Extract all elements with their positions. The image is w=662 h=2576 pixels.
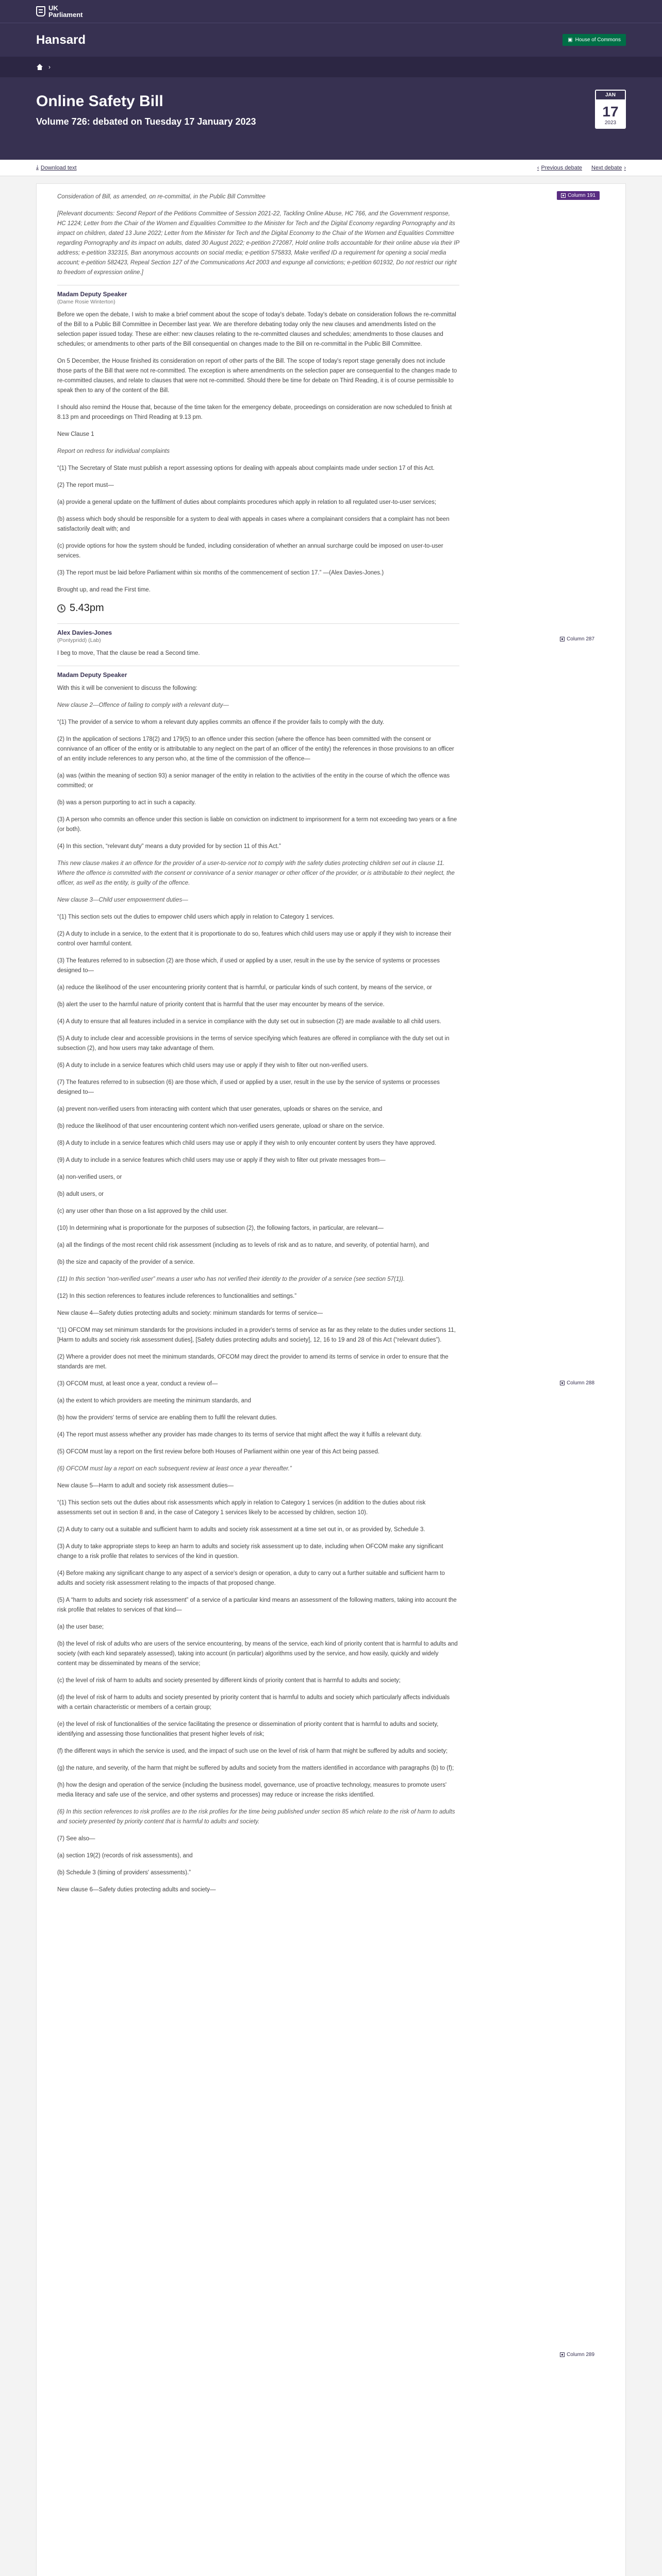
speech-paragraph: (3) A person who commits an offence under this section is liable on conviction on indictment to imprisonment for a term not exceeding two years or a fine (or both). (57, 817, 457, 833)
intro-section (57, 192, 459, 278)
speech-paragraph: This new clause makes it an offence for the provider of a user-to-service not to comply with the safety duties protecting children set out in clause 11. Where the offence is committed with the consent or connivance of a senior manager or other officer of the provider, or is attributable to their neglect, the officer, as well as the entity, is guilty of the offence. (57, 860, 455, 886)
speech-paragraph: (a) all the findings of the most recent child risk assessment (including as to levels of risk and as to nature, and severity, of potential harm), and (57, 1242, 429, 1248)
speech-paragraph: Brought up, and read the First time. (57, 587, 151, 593)
speech-paragraph: (a) prevent non-verified users from interacting with content which that user generates, uploads or shares on the service, and (57, 1106, 383, 1112)
speech-paragraph: (2) The report must— (57, 482, 114, 488)
chevron-right-icon: › (624, 164, 626, 171)
speech-paragraph: I should also remind the House that, because of the time taken for the emergency debate, proceedings on consideration are now scheduled to finish at 8.13 pm and proceedings on Third Reading at 9.13 pm. (57, 404, 452, 420)
speech-paragraph: (b) the size and capacity of the provider of a service. (57, 1259, 195, 1265)
speaker-name[interactable]: Alex Davies-Jones (57, 629, 112, 636)
page-subtitle: Volume 726: debated on Tuesday 17 January 2023 (36, 116, 256, 127)
speech-paragraph: With this it will be convenient to discuss the following: (57, 685, 197, 691)
new-clause-1 (57, 430, 459, 595)
column-icon (560, 1381, 565, 1385)
speech-paragraph: (a) section 19(2) (records of risk assessments), and (57, 1853, 193, 1859)
speech-paragraph: (b) adult users, or (57, 1191, 104, 1197)
speech-paragraph: (4) Before making any significant change to any aspect of a service's design or operation, a duty to carry out a further suitable and sufficient harm to adults and society risk assessment relating to the impacts of that proposed change. (57, 1570, 445, 1586)
top-bar (0, 0, 662, 23)
time-stamp: 5.43pm (57, 602, 459, 614)
page-title: Online Safety Bill (36, 93, 163, 110)
column-icon (560, 637, 565, 641)
speech-paragraph: (9) A duty to include in a service features which child users may use or apply if they wish to filter out private messages from— (57, 1157, 386, 1163)
column-marker[interactable]: Column 289 (560, 2352, 594, 2358)
speech-paragraph: (3) The report must be laid before Parliament within six months of the commencement of section 17.” —(Alex Davies-Jones.) (57, 570, 384, 576)
speech-paragraph: (7) See also— (57, 1836, 95, 1842)
column-marker[interactable]: Column 287 (560, 636, 594, 642)
speech-paragraph: (4) The report must assess whether any provider has made changes to its terms of service that might affect the way it fulfils a relevant duty. (57, 1432, 422, 1438)
download-icon: ⤓ (36, 164, 39, 171)
speaker-name[interactable]: Madam Deputy Speaker (57, 671, 127, 679)
speech-paragraph: (b) was a person purporting to act in such a capacity. (57, 800, 196, 806)
speech-paragraph: (7) The features referred to in subsection (6) are those which, if used or applied by a user, result in the use by the service of systems or processes designed to— (57, 1079, 440, 1095)
home-icon[interactable] (36, 64, 43, 70)
speaker-heading (57, 285, 459, 305)
speech-paragraph: (d) the level of risk of harm to adults and society presented by priority content that is harmful to adults and society which particularly affects individuals with a certain characteristic or members of a certain group; (57, 1694, 450, 1710)
column-icon (560, 2352, 565, 2357)
speech-paragraph: (b) reduce the likelihood of that user encountering content which non-verified users generate, upload or share on the service. (57, 1123, 385, 1129)
speech-paragraph: (11) In this section “non-verified user” means a user who has not verified their identity to the provider of a service (see section 57(1)). (57, 1276, 405, 1282)
speech-paragraph: “(1) The provider of a service to whom a relevant duty applies commits an offence if the provider fails to comply with the duty. (57, 719, 385, 725)
speech-paragraph: (3) OFCOM must, at least once a year, conduct a review of— (57, 1381, 218, 1387)
speech-paragraph: New clause 6—Safety duties protecting adults and society— (57, 1887, 216, 1893)
next-debate-link[interactable]: Next debate › (591, 164, 626, 171)
speech-paragraph: (h) how the design and operation of the service (including the business model, governance, use of proactive technology, measures to promote users' media literacy and safe use of the service, and other systems and processes) may reduce or increase the risks identified. (57, 1782, 447, 1798)
speech-paragraph: New Clause 1 (57, 431, 94, 437)
speech-paragraph: (c) any user other than those on a list approved by the child user. (57, 1208, 228, 1214)
speaker-heading (57, 666, 459, 679)
speech-paragraph: (b) Schedule 3 (timing of providers' assessments).” (57, 1870, 191, 1876)
debate-toolbar (0, 160, 662, 176)
uk-parliament-logo[interactable] (36, 5, 82, 18)
speech-paragraph: (a) was (within the meaning of section 93) a senior manager of the entity in relation to the activities of the entity in the course of which the offence was committed; or (57, 773, 450, 789)
portcullis-small-icon: ▣ (568, 37, 573, 43)
speech-paragraph: (b) alert the user to the harmful nature of priority content that is harmful that the user may encounter by means of the service. (57, 1002, 385, 1008)
speech-paragraph: I beg to move, That the clause be read a Second time. (57, 650, 200, 656)
speech-paragraph: (b) the level of risk of adults who are users of the service encountering, by means of the service, each kind of priority content that is harmful to adults and society (with each kind separately assessed), taking into account (in particular) algorithms used by the service, and how easily, quickly and widely content may be disseminated by means of the service; (57, 1641, 458, 1667)
house-badge: ▣ House of Commons (562, 34, 626, 46)
speech-paragraph: New clause 5—Harm to adult and society risk assessment duties— (57, 1483, 234, 1489)
breadcrumb (0, 57, 662, 77)
clock-icon (57, 604, 65, 613)
speaker-role: (Dame Rosie Winterton) (57, 299, 115, 305)
speech-paragraph: (8) A duty to include in a service features which child users may use or apply if they wish to only encounter content by users they have approved. (57, 1140, 437, 1146)
speech-paragraph: (a) reduce the likelihood of the user encountering priority content that is harmful, or particular kinds of such content, by means of the service, or (57, 985, 432, 991)
speech-paragraph: (2) A duty to carry out a suitable and sufficient harm to adults and society risk assessment at a time set out in, or as provided by, Schedule 3. (57, 1527, 425, 1533)
debate-header (0, 77, 662, 160)
chevron-left-icon: ‹ (537, 164, 539, 171)
speech-paragraph: (12) In this section references to features include references to functionalities and settings.” (57, 1293, 297, 1299)
speech-paragraph: (3) A duty to take appropriate steps to keep an harm to adults and society risk assessment up to date, including when OFCOM make any significant change to a risk profile that relates to services of the kind in question. (57, 1544, 443, 1560)
chevron-right-icon: › (48, 63, 51, 71)
speech-paragraph: Before we open the debate, I wish to make a brief comment about the scope of today's debate. Today's debate on consideration follows the re-committal of the Bill to a Public Bill Committee in December last year. We are therefore debating today only the new clauses and amendments listed on the selection paper issued today. These are either: new clauses relating to the re-committed clauses and schedules; amendments to those clauses and schedules; or amendments to other parts of the Bill consequential on changes made to the Bill on re-committal in the Public Bill Committee. (57, 312, 456, 347)
portcullis-icon (36, 6, 45, 16)
speech-paragraph: (a) provide a general update on the fulfilment of duties about complaints procedures which apply in relation to all regulated user-to-user services; (57, 499, 437, 505)
speech-paragraph: “(1) The Secretary of State must publish a report assessing options for dealing with appeals about complaints made under section 17 of this Act. (57, 465, 435, 471)
download-text-link[interactable]: ⤓ Download text (36, 164, 77, 171)
speech-paragraph: (3) The features referred to in subsection (2) are those which, if used or applied by a user, result in the use by the service of systems or processes designed to— (57, 958, 440, 974)
speech-paragraph: (5) A “harm to adults and society risk assessment” of a service of a particular kind means an assessment of the following matters, taking into account the risk profile that relates to services of that kind— (57, 1597, 457, 1613)
speech-paragraph: “(1) This section sets out the duties about risk assessments which apply in relation to Category 1 services (in addition to the duties about risk assessments set out in section 8 and, in the case of Category 1 services likely to be accessed by children, section 10). (57, 1500, 426, 1516)
speech-paragraph: (2) Where a provider does not meet the minimum standards, OFCOM may direct the provider to amend its terms of service in order to ensure that the standards are met. (57, 1354, 449, 1370)
speaker-name[interactable]: Madam Deputy Speaker (57, 291, 127, 298)
debate-content (36, 183, 626, 2576)
speech-paragraph: (6) A duty to include in a service features which child users may use or apply if they wish to filter out non-verified users. (57, 1062, 369, 1069)
date-year: 2023 (604, 120, 617, 126)
speaker-role: (Pontypridd) (Lab) (57, 637, 101, 643)
speech-paragraph: (5) OFCOM must lay a report on the first review before both Houses of Parliament within one year of this Act being passed. (57, 1449, 380, 1455)
speech-paragraph: (c) the level of risk of harm to adults and society presented by different kinds of priority content that is harmful to adults and society; (57, 1677, 401, 1684)
speech-paragraph: [Relevant documents: Second Report of the Petitions Committee of Session 2021-22, Tackling Online Abuse, HC 766, and the Government response, HC 1224; Letter from the Chair of the Women and Equalities Committee to the Minister for Tech and the Digital Economy regarding Pornography and its impact on children, dated 13 June 2022; Letter from the Minister for Tech and the Digital Economy to the Chair of the Women and Equalities Committee regarding Pornography and its impact on adults, dated 30 August 2022; e-petition 272087, Hold online trolls accountable for their online abuse via their IP address; e-petition 332315, Ban anonymous accounts on social media; e-petition 575833, Make verified ID a requirement for opening a social media account; e-petition 582423, Repeal Section 127 of the Communications Act 2003 and expunge all convictions; e-petition 601932, Do not restrict our right to freedom of expression online.] (57, 211, 459, 276)
date-month: JAN (595, 90, 626, 100)
date-card (595, 90, 626, 129)
speech-paragraph: (4) In this section, “relevant duty” means a duty provided for by section 11 of this Act.” (57, 843, 281, 850)
speech-paragraph: “(1) This section sets out the duties to empower child users which apply in relation to Category 1 services. (57, 914, 335, 920)
speech-paragraph: “(1) OFCOM may set minimum standards for the provisions included in a provider's terms of service as far as they relate to the duties under sections 11, [Harm to adults and society risk assessment duties], [Safety duties protecting adults and society], 12, 16 to 19 and 28 of this Act (“relevant duties”). (57, 1327, 456, 1343)
speech-paragraph: (2) In the application of sections 178(2) and 179(5) to an offence under this section (where the offence has been committed with the consent or connivance of an officer of the entity or is attributable to any neglect on the part of an officer of the entity) the references in those provisions to an officer of an entity include references to any person who, at the time of the commission of the offence— (57, 736, 454, 762)
speech-paragraph: Report on redress for individual complaints (57, 448, 170, 454)
hansard-title[interactable]: Hansard (36, 32, 86, 47)
date-day: 17 (602, 104, 619, 120)
previous-debate-link[interactable]: ‹ Previous debate (537, 164, 582, 171)
speech-paragraph: (2) A duty to include in a service, to the extent that it is proportionate to do so, features which child users may use or apply if they wish to increase their control over harmful content. (57, 931, 452, 947)
speaker-heading (57, 623, 459, 643)
speech-paragraph: (f) the different ways in which the service is used, and the impact of such use on the level of risk of harm that might be suffered by adults and society; (57, 1748, 448, 1754)
speech-paragraph: New clause 3—Child user empowerment duties— (57, 897, 188, 903)
speech-paragraph: (a) the user base; (57, 1624, 104, 1630)
speech-paragraph: (e) the level of risk of functionalities of the service facilitating the presence or dissemination of priority content that is harmful to adults and society, identifying and assessing those functionalities that present higher levels of risk; (57, 1721, 439, 1737)
column-icon (561, 193, 566, 198)
speech-paragraph: (b) how the providers' terms of service are enabling them to fulfil the relevant duties. (57, 1415, 277, 1421)
logo-text: UK Parliament (48, 4, 83, 19)
speech-paragraph: (a) non-verified users, or (57, 1174, 122, 1180)
speech-deputy (57, 310, 459, 422)
speech-paragraph: (g) the nature, and severity, of the harm that might be suffered by adults and society from the matters identified in accordance with paragraphs (b) to (f); (57, 1765, 454, 1771)
column-marker[interactable]: Column 191 (557, 191, 600, 200)
debate-body (57, 184, 459, 1895)
speech-paragraph: New clause 4—Safety duties protecting adults and society: minimum standards for terms of service— (57, 1310, 323, 1316)
speech-deputy-2 (57, 684, 459, 1895)
speech-paragraph: (5) A duty to include clear and accessible provisions in the terms of service specifying which features are offered in compliance with the duty set out in subsection (2), and how users may take advantage of them. (57, 1036, 450, 1052)
speech-paragraph: New clause 2—Offence of failing to comply with a relevant duty— (57, 702, 229, 708)
speech-paragraph: (b) assess which body should be responsible for a system to deal with appeals in cases where a complainant considers that a complaint has not been satisfactorily dealt with; and (57, 516, 450, 532)
speech-paragraph: On 5 December, the House finished its consideration on report of other parts of the Bill. The scope of today's report stage generally does not include those parts of the Bill that were not re-committed. The exception is where amendments on the selection paper are consequential to the changes made to re-committed clauses, and relate to clauses that were not re-committed. Should there be time for debate on Third Reading, it is of course permissible to speak then to any of the content of the Bill. (57, 358, 457, 394)
speech-paragraph: Consideration of Bill, as amended, on re-committal, in the Public Bill Committee (57, 194, 266, 200)
speech-paragraph: (10) In determining what is proportionate for the purposes of subsection (2), the following factors, in particular, are relevant— (57, 1225, 384, 1231)
speech-paragraph: (a) the extent to which providers are meeting the minimum standards, and (57, 1398, 251, 1404)
column-marker[interactable]: Column 288 (560, 1380, 594, 1386)
speech-paragraph: (c) provide options for how the system should be funded, including consideration of whether an annual surcharge could be imposed on user-to-user services. (57, 543, 443, 559)
speech-paragraph: (6) OFCOM must lay a report on each subsequent review at least once a year thereafter.” (57, 1466, 292, 1472)
speech-paragraph: (6) In this section references to risk profiles are to the risk profiles for the time being published under section 85 which relate to the risk of harm to adults and society presented by priority content that is harmful to adults and society. (57, 1809, 455, 1825)
speech-paragraph: (4) A duty to ensure that all features included in a service in compliance with the duty set out in subsection (2) are made available to all child users. (57, 1019, 441, 1025)
hansard-bar (0, 23, 662, 57)
